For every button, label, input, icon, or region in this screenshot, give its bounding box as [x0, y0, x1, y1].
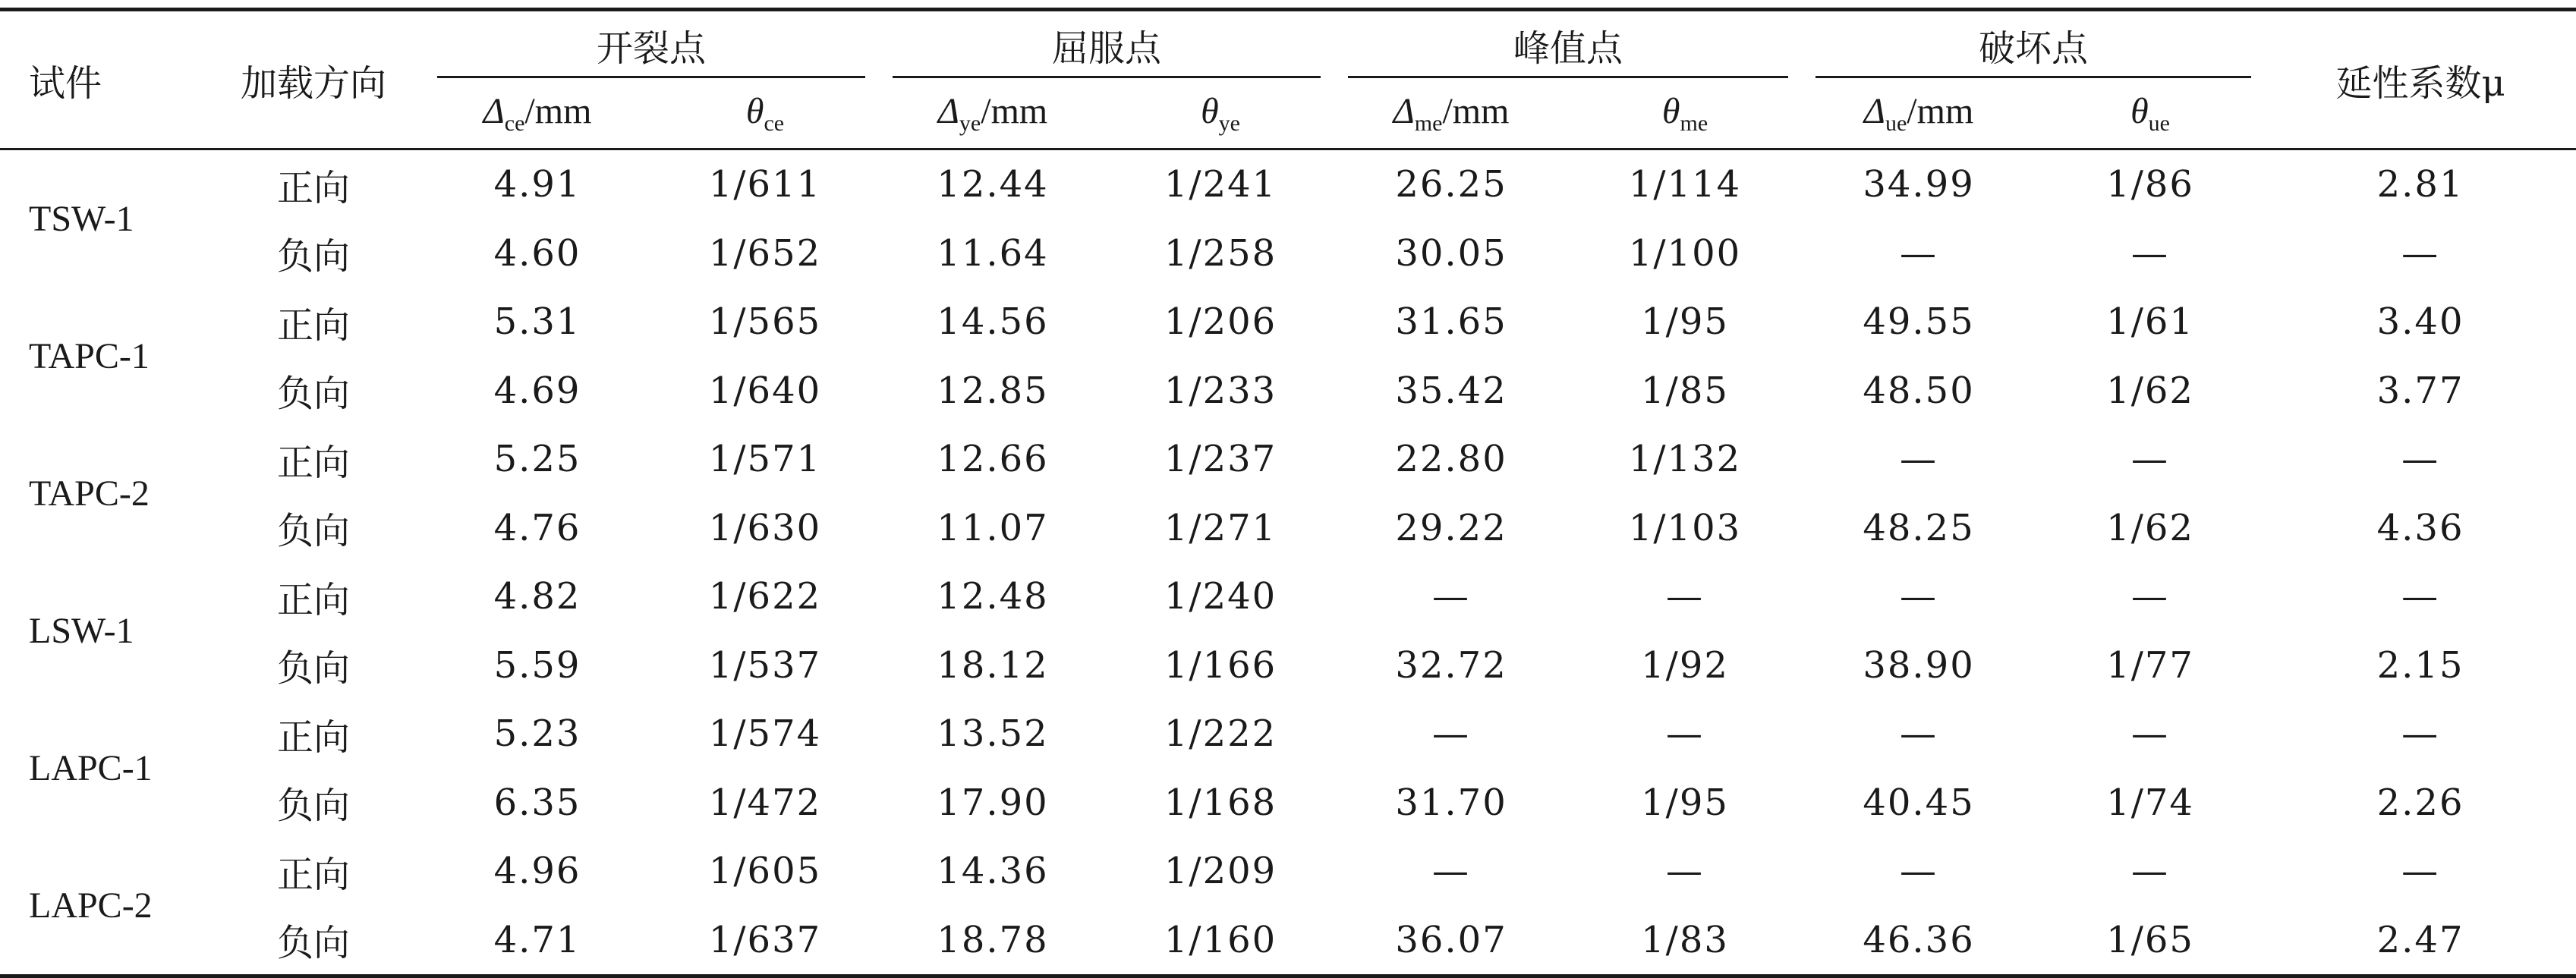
value-cell: 1/237	[1164, 438, 1277, 481]
value-cell: 1/209	[1164, 850, 1277, 893]
table-row	[0, 906, 2576, 976]
value-cell: 1/472	[708, 781, 822, 824]
value-cell: 1/258	[1164, 231, 1277, 275]
value-cell: —	[2401, 850, 2440, 893]
value-cell: 1/95	[1641, 781, 1729, 824]
table-row	[0, 494, 2576, 563]
value-cell: 1/85	[1641, 369, 1729, 412]
direction-cell: 负向	[276, 785, 350, 828]
value-cell: 35.42	[1395, 369, 1507, 412]
value-cell: 1/65	[2036, 906, 2265, 976]
value-cell: 1/160	[1107, 906, 1334, 976]
header-sym: $\Delta_{ce}/mm$	[424, 78, 651, 149]
specimen-cell: TAPC-2	[29, 473, 150, 514]
value-cell: 4.96	[493, 850, 581, 893]
value-cell: 1/605	[708, 850, 822, 893]
value-cell: 2.26	[2376, 781, 2464, 824]
value-cell: 31.70	[1395, 781, 1507, 824]
value-cell: 13.52	[937, 712, 1049, 756]
specimen-cell: LAPC-2	[0, 837, 203, 976]
value-cell: 1/166	[1164, 643, 1277, 687]
value-cell: 4.60	[493, 231, 581, 275]
value-cell: 1/574	[708, 712, 822, 756]
value-cell: 4.91	[493, 163, 581, 206]
table-row	[0, 837, 2576, 906]
value-cell: 1/652	[708, 231, 822, 275]
value-cell: 1/62	[2106, 506, 2194, 549]
header-sym: $\Delta_{ue}/mm$	[1802, 78, 2036, 149]
value-cell: 5.23	[493, 712, 581, 756]
value-cell: 12.85	[937, 369, 1049, 412]
table-row	[0, 700, 2576, 769]
value-cell: —	[1432, 575, 1471, 618]
value-cell: 14.36	[937, 850, 1049, 893]
value-cell: 1/271	[1164, 506, 1277, 549]
value-cell: 5.59	[493, 643, 581, 687]
value-cell: 1/241	[1164, 163, 1277, 206]
direction-cell: 正向	[276, 715, 350, 759]
value-cell: 1/622	[708, 575, 822, 618]
value-cell: —	[2401, 438, 2440, 481]
header-group-peak-label: 峰值点	[1513, 27, 1623, 70]
direction-cell: 负向	[276, 235, 350, 278]
value-cell: —	[1666, 850, 1705, 893]
value-cell: 46.36	[1802, 906, 2036, 976]
value-cell: 6.35	[493, 781, 581, 824]
value-cell: 30.05	[1395, 231, 1507, 275]
table-row	[0, 357, 2576, 426]
ductility-table	[0, 8, 2576, 978]
value-cell: —	[2131, 850, 2170, 893]
header-group-failure-label: 破坏点	[1979, 27, 2089, 70]
table-row	[0, 631, 2576, 700]
value-cell: —	[2131, 712, 2170, 756]
header-group-yield	[879, 10, 1334, 79]
value-cell: 1/114	[1628, 163, 1742, 206]
value-cell: 1/61	[2106, 300, 2194, 344]
value-cell: 1/83	[1568, 906, 1802, 976]
value-cell: 12.66	[937, 438, 1049, 481]
direction-cell: 负向	[203, 906, 424, 976]
value-cell: 1/77	[2106, 643, 2194, 687]
value-cell: —	[2131, 575, 2170, 618]
direction-cell: 负向	[276, 373, 350, 416]
group-underline	[1815, 76, 2251, 78]
value-cell: 38.90	[1863, 643, 1975, 687]
table-body	[0, 149, 2576, 976]
header-sym: $\Delta_{me}/mm$	[1334, 78, 1568, 149]
header-sym: $\theta_{ce}$	[651, 78, 879, 149]
direction-cell: 正向	[276, 166, 350, 209]
direction-cell: 正向	[276, 441, 350, 484]
value-cell: —	[2401, 575, 2440, 618]
value-cell: 1/95	[1641, 300, 1729, 344]
value-cell: 36.07	[1334, 906, 1568, 976]
value-cell: —	[1666, 712, 1705, 756]
header-sym: $\theta_{ue}$	[2036, 78, 2265, 149]
value-cell: 40.45	[1863, 781, 1975, 824]
value-cell: 1/233	[1164, 369, 1277, 412]
specimen-cell: LSW-1	[29, 611, 134, 651]
value-cell: 1/611	[708, 163, 822, 206]
header-group-failure	[1802, 10, 2265, 79]
value-cell: 1/571	[708, 438, 822, 481]
direction-cell: 负向	[276, 510, 350, 553]
value-cell: 1/240	[1164, 575, 1277, 618]
value-cell: 26.25	[1395, 163, 1507, 206]
value-cell: —	[1900, 575, 1938, 618]
value-cell: 1/637	[651, 906, 879, 976]
value-cell: —	[1900, 438, 1938, 481]
value-cell: 12.48	[937, 575, 1049, 618]
header-ductility: 延性系数μ	[2265, 10, 2576, 149]
value-cell: 11.64	[937, 231, 1049, 275]
value-cell: 1/92	[1641, 643, 1729, 687]
table-row	[0, 562, 2576, 631]
group-underline	[893, 76, 1321, 78]
value-cell: 1/103	[1628, 506, 1742, 549]
value-cell: 22.80	[1395, 438, 1507, 481]
direction-cell: 负向	[276, 647, 350, 690]
value-cell: —	[1900, 231, 1938, 275]
value-cell: 1/132	[1628, 438, 1742, 481]
value-cell: —	[2401, 712, 2440, 756]
value-cell: 3.77	[2376, 369, 2464, 412]
group-underline	[437, 76, 865, 78]
value-cell: 1/222	[1164, 712, 1277, 756]
value-cell: 48.50	[1863, 369, 1975, 412]
value-cell: 1/168	[1164, 781, 1277, 824]
value-cell: 18.12	[937, 643, 1049, 687]
table-row	[0, 769, 2576, 838]
value-cell: —	[2131, 438, 2170, 481]
value-cell: 12.44	[937, 163, 1049, 206]
value-cell: 1/537	[708, 643, 822, 687]
header-sym: $\theta_{me}$	[1568, 78, 1802, 149]
value-cell: 1/74	[2106, 781, 2194, 824]
value-cell: 14.56	[937, 300, 1049, 344]
header-group-cracking-label: 开裂点	[597, 27, 707, 70]
table-row	[0, 219, 2576, 288]
value-cell: 2.81	[2376, 163, 2464, 206]
header-row-groups	[0, 10, 2576, 79]
value-cell: 4.76	[493, 506, 581, 549]
value-cell: 1/640	[708, 369, 822, 412]
header-specimen: 试件	[0, 10, 203, 149]
header-group-peak	[1334, 10, 1802, 79]
table-row	[0, 288, 2576, 357]
value-cell: 48.25	[1863, 506, 1975, 549]
value-cell: 4.71	[424, 906, 651, 976]
value-cell: 3.40	[2376, 300, 2464, 344]
value-cell: 1/62	[2106, 369, 2194, 412]
value-cell: 1/630	[708, 506, 822, 549]
value-cell: 4.82	[493, 575, 581, 618]
value-cell: 29.22	[1395, 506, 1507, 549]
value-cell: 5.25	[493, 438, 581, 481]
value-cell: —	[1900, 850, 1938, 893]
header-sym: $\theta_{ye}$	[1107, 78, 1334, 149]
table-row	[0, 425, 2576, 494]
specimen-cell: TSW-1	[29, 199, 134, 239]
value-cell: 1/86	[2106, 163, 2194, 206]
direction-cell: 正向	[276, 303, 350, 347]
value-cell: 4.36	[2376, 506, 2464, 549]
direction-cell: 正向	[276, 853, 350, 896]
value-cell: —	[1900, 712, 1938, 756]
group-underline	[1348, 76, 1788, 78]
value-cell: 4.69	[493, 369, 581, 412]
value-cell: 2.47	[2265, 906, 2576, 976]
header-sym: $\Delta_{ye}/mm$	[879, 78, 1107, 149]
value-cell: —	[1432, 712, 1471, 756]
value-cell: 31.65	[1395, 300, 1507, 344]
value-cell: 2.15	[2376, 643, 2464, 687]
value-cell: 1/565	[708, 300, 822, 344]
value-cell: 11.07	[937, 506, 1049, 549]
value-cell: 5.31	[493, 300, 581, 344]
specimen-cell: TAPC-1	[29, 336, 150, 376]
value-cell: —	[1666, 575, 1705, 618]
value-cell: 49.55	[1863, 300, 1975, 344]
header-group-cracking	[424, 10, 879, 79]
value-cell: —	[2401, 231, 2440, 275]
value-cell: 32.72	[1395, 643, 1507, 687]
value-cell: 34.99	[1863, 163, 1975, 206]
value-cell: 18.78	[879, 906, 1107, 976]
value-cell: 17.90	[937, 781, 1049, 824]
value-cell: 1/206	[1164, 300, 1277, 344]
table-row	[0, 149, 2576, 219]
header-direction: 加载方向	[203, 10, 424, 149]
specimen-cell: LAPC-1	[29, 748, 153, 788]
value-cell: 1/100	[1628, 231, 1742, 275]
value-cell: —	[2131, 231, 2170, 275]
header-group-yield-label: 屈服点	[1052, 27, 1162, 70]
direction-cell: 正向	[276, 578, 350, 621]
value-cell: —	[1432, 850, 1471, 893]
